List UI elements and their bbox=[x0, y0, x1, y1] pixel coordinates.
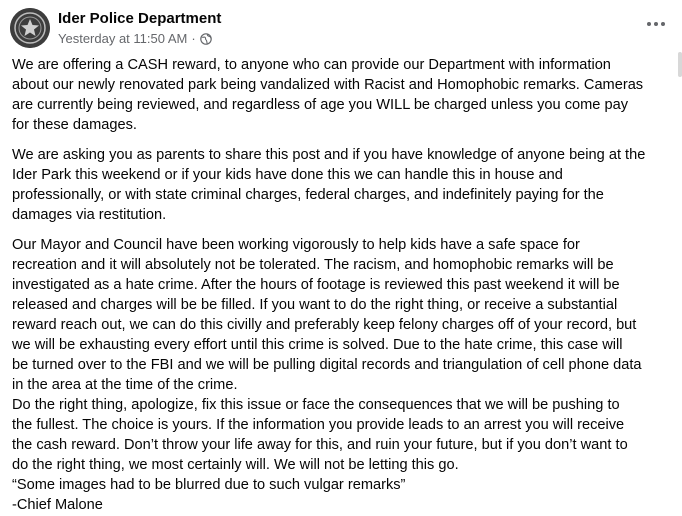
globe-icon[interactable] bbox=[200, 33, 212, 45]
post-paragraph-1: We are offering a CASH reward, to anyone who can provide our Department with information about our newly renovated park being vandalized with Racist and Homophobic remarks. Cameras are currently being reviewed, and regardless of age you WILL be charged unless you come pay for these damages. bbox=[12, 57, 644, 133]
police-badge-icon bbox=[10, 8, 50, 48]
scrollbar[interactable] bbox=[678, 52, 682, 77]
post-timestamp[interactable]: Yesterday at 11:50 AM bbox=[58, 31, 188, 46]
post-paragraph-2: We are asking you as parents to share this post and if you have knowledge of anyone being at the Ider Park this weekend or if your kids have done this we can handle this in house and professionally, or with state criminal charges, federal charges, and indefinitely paying for the damages via restitution. bbox=[12, 147, 646, 223]
post-author[interactable]: Ider Police Department bbox=[58, 10, 222, 27]
post-header bbox=[10, 8, 670, 50]
avatar[interactable] bbox=[10, 8, 50, 48]
meta-separator: · bbox=[191, 31, 196, 46]
post-paragraph-3: Our Mayor and Council have been working vigorously to help kids have a safe space for recreation and it will absolutely not be tolerated. The racism, and homophobic remarks will be investigated as a hate crime. After the hours of footage is reviewed this past weekend it will be released and charges will be be filled. If you want to do the right thing, or receive a substantial reward reach out, we can do this civilly and preferably keep felony charges off of your record, but we will be exhausting every effort until this crime is solved. Due to the hate crime, this case will be turned over to the FBI and we will be pulling digital records and triangulation of cell phone data in the area at the time of the crime. Do the right thing, apologize, fix this issue or face the consequences that we will be pushing to the fullest. The choice is yours. If the information you provide leads to an arrest you will receive the cash reward. Don’t throw your life away for this, and ruin your future, but if you don’t want to do the right thing, we most certainly will. We will not be letting this go. “Some images had to be blurred due to such vulgar remarks” -Chief Malone bbox=[12, 237, 642, 513]
more-horizontal-icon[interactable] bbox=[644, 14, 668, 34]
post-body bbox=[12, 55, 674, 515]
post-meta bbox=[58, 31, 212, 46]
